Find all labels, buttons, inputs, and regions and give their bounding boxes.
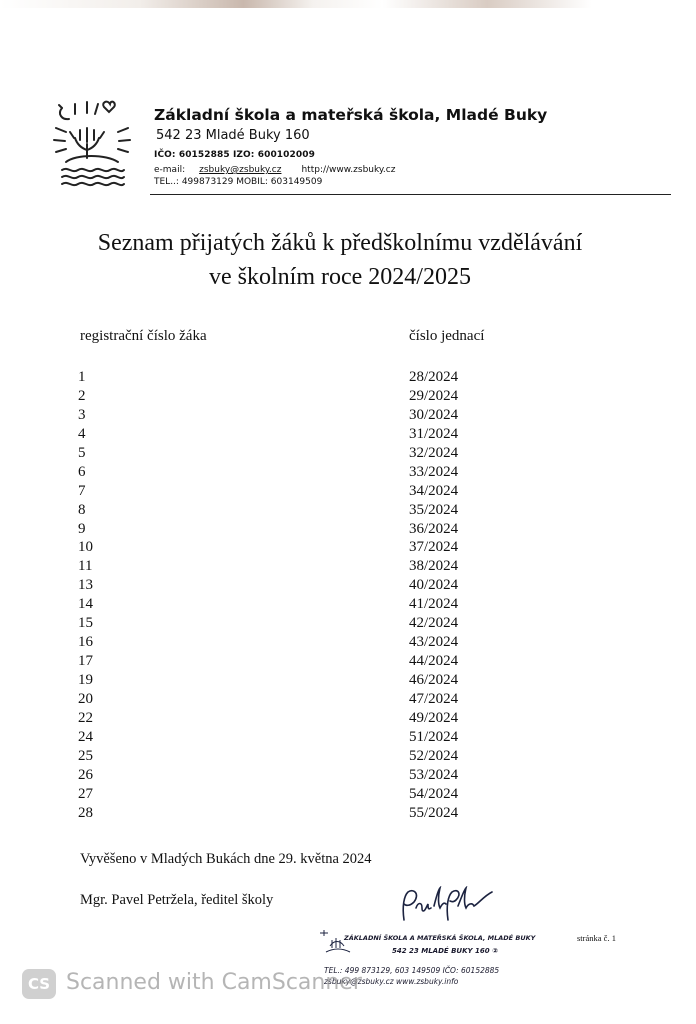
table-row xyxy=(0,729,696,748)
registration-number: 3 xyxy=(78,406,86,423)
table-row xyxy=(0,464,696,483)
table-row xyxy=(0,767,696,786)
reference-number: 28/2024 xyxy=(409,369,459,385)
reference-number: 51/2024 xyxy=(409,728,459,745)
reference-number: 36/2024 xyxy=(409,520,459,537)
registration-number: 4 xyxy=(78,425,86,442)
table-row xyxy=(0,539,696,558)
camscanner-logo-icon: CS xyxy=(22,969,56,999)
registration-number: 17 xyxy=(78,653,93,670)
reference-number: 49/2024 xyxy=(409,709,459,726)
reference-number: 46/2024 xyxy=(409,672,459,688)
school-logo xyxy=(52,98,132,194)
letterhead-contact xyxy=(154,165,395,175)
registration-number: 11 xyxy=(78,558,93,575)
column-header-reference: číslo jednací xyxy=(409,328,485,344)
table-row xyxy=(0,577,696,596)
registration-number: 28 xyxy=(78,804,93,821)
document-title-line-2: ve školním roce 2024/2025 xyxy=(209,264,471,290)
stamp-phones: TEL.: 499 873129, 603 149509 IČO: 60152885 xyxy=(324,966,500,975)
reference-number: 35/2024 xyxy=(409,501,459,518)
stamp-web: zsbuky@zsbuky.cz www.zsbuky.info xyxy=(324,977,459,986)
registration-number: 16 xyxy=(78,634,93,651)
registration-number: 26 xyxy=(78,766,93,783)
table-row xyxy=(0,521,696,540)
letterhead-address: 542 23 Mladé Buky 160 xyxy=(156,128,310,143)
document-title-line-1: Seznam přijatých žáků k předškolnímu vzdělávání xyxy=(97,230,583,256)
table-row xyxy=(0,502,696,521)
reference-number: 30/2024 xyxy=(409,406,459,423)
table-row xyxy=(0,805,696,824)
table-row xyxy=(0,596,696,615)
table-row xyxy=(0,483,696,502)
table-row xyxy=(0,615,696,634)
letterhead-phones: TEL..: 499873129 MOBIL: 603149509 xyxy=(154,177,323,187)
table-row xyxy=(0,710,696,729)
registration-number: 15 xyxy=(78,615,93,632)
reference-number: 31/2024 xyxy=(409,425,459,442)
page-number: stránka č. 1 xyxy=(577,933,616,943)
table-row xyxy=(0,653,696,672)
reference-number: 37/2024 xyxy=(409,539,459,556)
web-link[interactable]: http://www.zsbuky.cz xyxy=(301,165,396,175)
reference-number: 44/2024 xyxy=(409,653,459,670)
reference-number: 33/2024 xyxy=(409,463,459,480)
letterhead-ids: IČO: 60152885 IZO: 600102009 xyxy=(154,150,315,160)
email-label: e-mail: xyxy=(154,165,186,175)
table-row xyxy=(0,445,696,464)
reference-number: 53/2024 xyxy=(409,766,459,783)
reference-number: 42/2024 xyxy=(409,615,459,632)
table-row xyxy=(0,407,696,426)
reference-number: 43/2024 xyxy=(409,634,459,651)
reference-number: 54/2024 xyxy=(409,785,459,802)
registration-number: 1 xyxy=(78,369,86,385)
camscanner-watermark: Scanned with CamScanner xyxy=(66,970,362,995)
table-row xyxy=(0,426,696,445)
reference-number: 41/2024 xyxy=(409,596,459,613)
reference-number: 29/2024 xyxy=(409,387,459,404)
table-row xyxy=(0,786,696,805)
registration-number: 8 xyxy=(78,501,86,518)
reference-number: 40/2024 xyxy=(409,577,459,594)
reference-number: 38/2024 xyxy=(409,558,459,575)
reference-number: 52/2024 xyxy=(409,747,459,764)
reference-number: 34/2024 xyxy=(409,482,459,499)
column-header-registration: registrační číslo žáka xyxy=(80,328,207,344)
table-row xyxy=(0,672,696,691)
registration-number: 24 xyxy=(78,728,93,745)
registration-number: 19 xyxy=(78,672,93,688)
signer-name: Mgr. Pavel Petržela, ředitel školy xyxy=(80,892,274,908)
registration-number: 27 xyxy=(78,785,93,802)
table-row xyxy=(0,748,696,767)
reference-number: 32/2024 xyxy=(409,444,459,461)
letterhead-school-name: Základní škola a mateřská škola, Mladé Buky xyxy=(154,106,548,124)
registration-number: 7 xyxy=(78,482,86,499)
registration-number: 13 xyxy=(78,577,93,594)
registration-number: 14 xyxy=(78,596,93,613)
reference-number: 55/2024 xyxy=(409,804,459,821)
paper-top-edge xyxy=(0,0,696,8)
table-row xyxy=(0,634,696,653)
registration-number: 2 xyxy=(78,387,86,404)
stamp-school-name: ZÁKLADNÍ ŠKOLA A MATEŘSKÁ ŠKOLA, MLADÉ BUKY xyxy=(344,934,536,942)
table-row xyxy=(0,369,696,388)
stamp-address: 542 23 MLADÉ BUKY 160 ② xyxy=(392,947,499,955)
letterhead-divider xyxy=(150,194,671,195)
registration-number: 22 xyxy=(78,709,93,726)
registration-number: 25 xyxy=(78,747,93,764)
admitted-pupils-list xyxy=(0,369,696,824)
table-row xyxy=(0,558,696,577)
registration-number: 9 xyxy=(78,520,86,537)
registration-number: 10 xyxy=(78,539,93,556)
table-row xyxy=(0,388,696,407)
registration-number: 5 xyxy=(78,444,86,461)
table-row xyxy=(0,691,696,710)
email-link[interactable]: zsbuky@zsbuky.cz xyxy=(199,165,282,175)
registration-number: 20 xyxy=(78,690,93,707)
signature-image xyxy=(396,886,496,930)
reference-number: 47/2024 xyxy=(409,690,459,707)
posted-date-note: Vyvěšeno v Mladých Bukách dne 29. května 2024 xyxy=(80,851,372,867)
registration-number: 6 xyxy=(78,463,86,480)
